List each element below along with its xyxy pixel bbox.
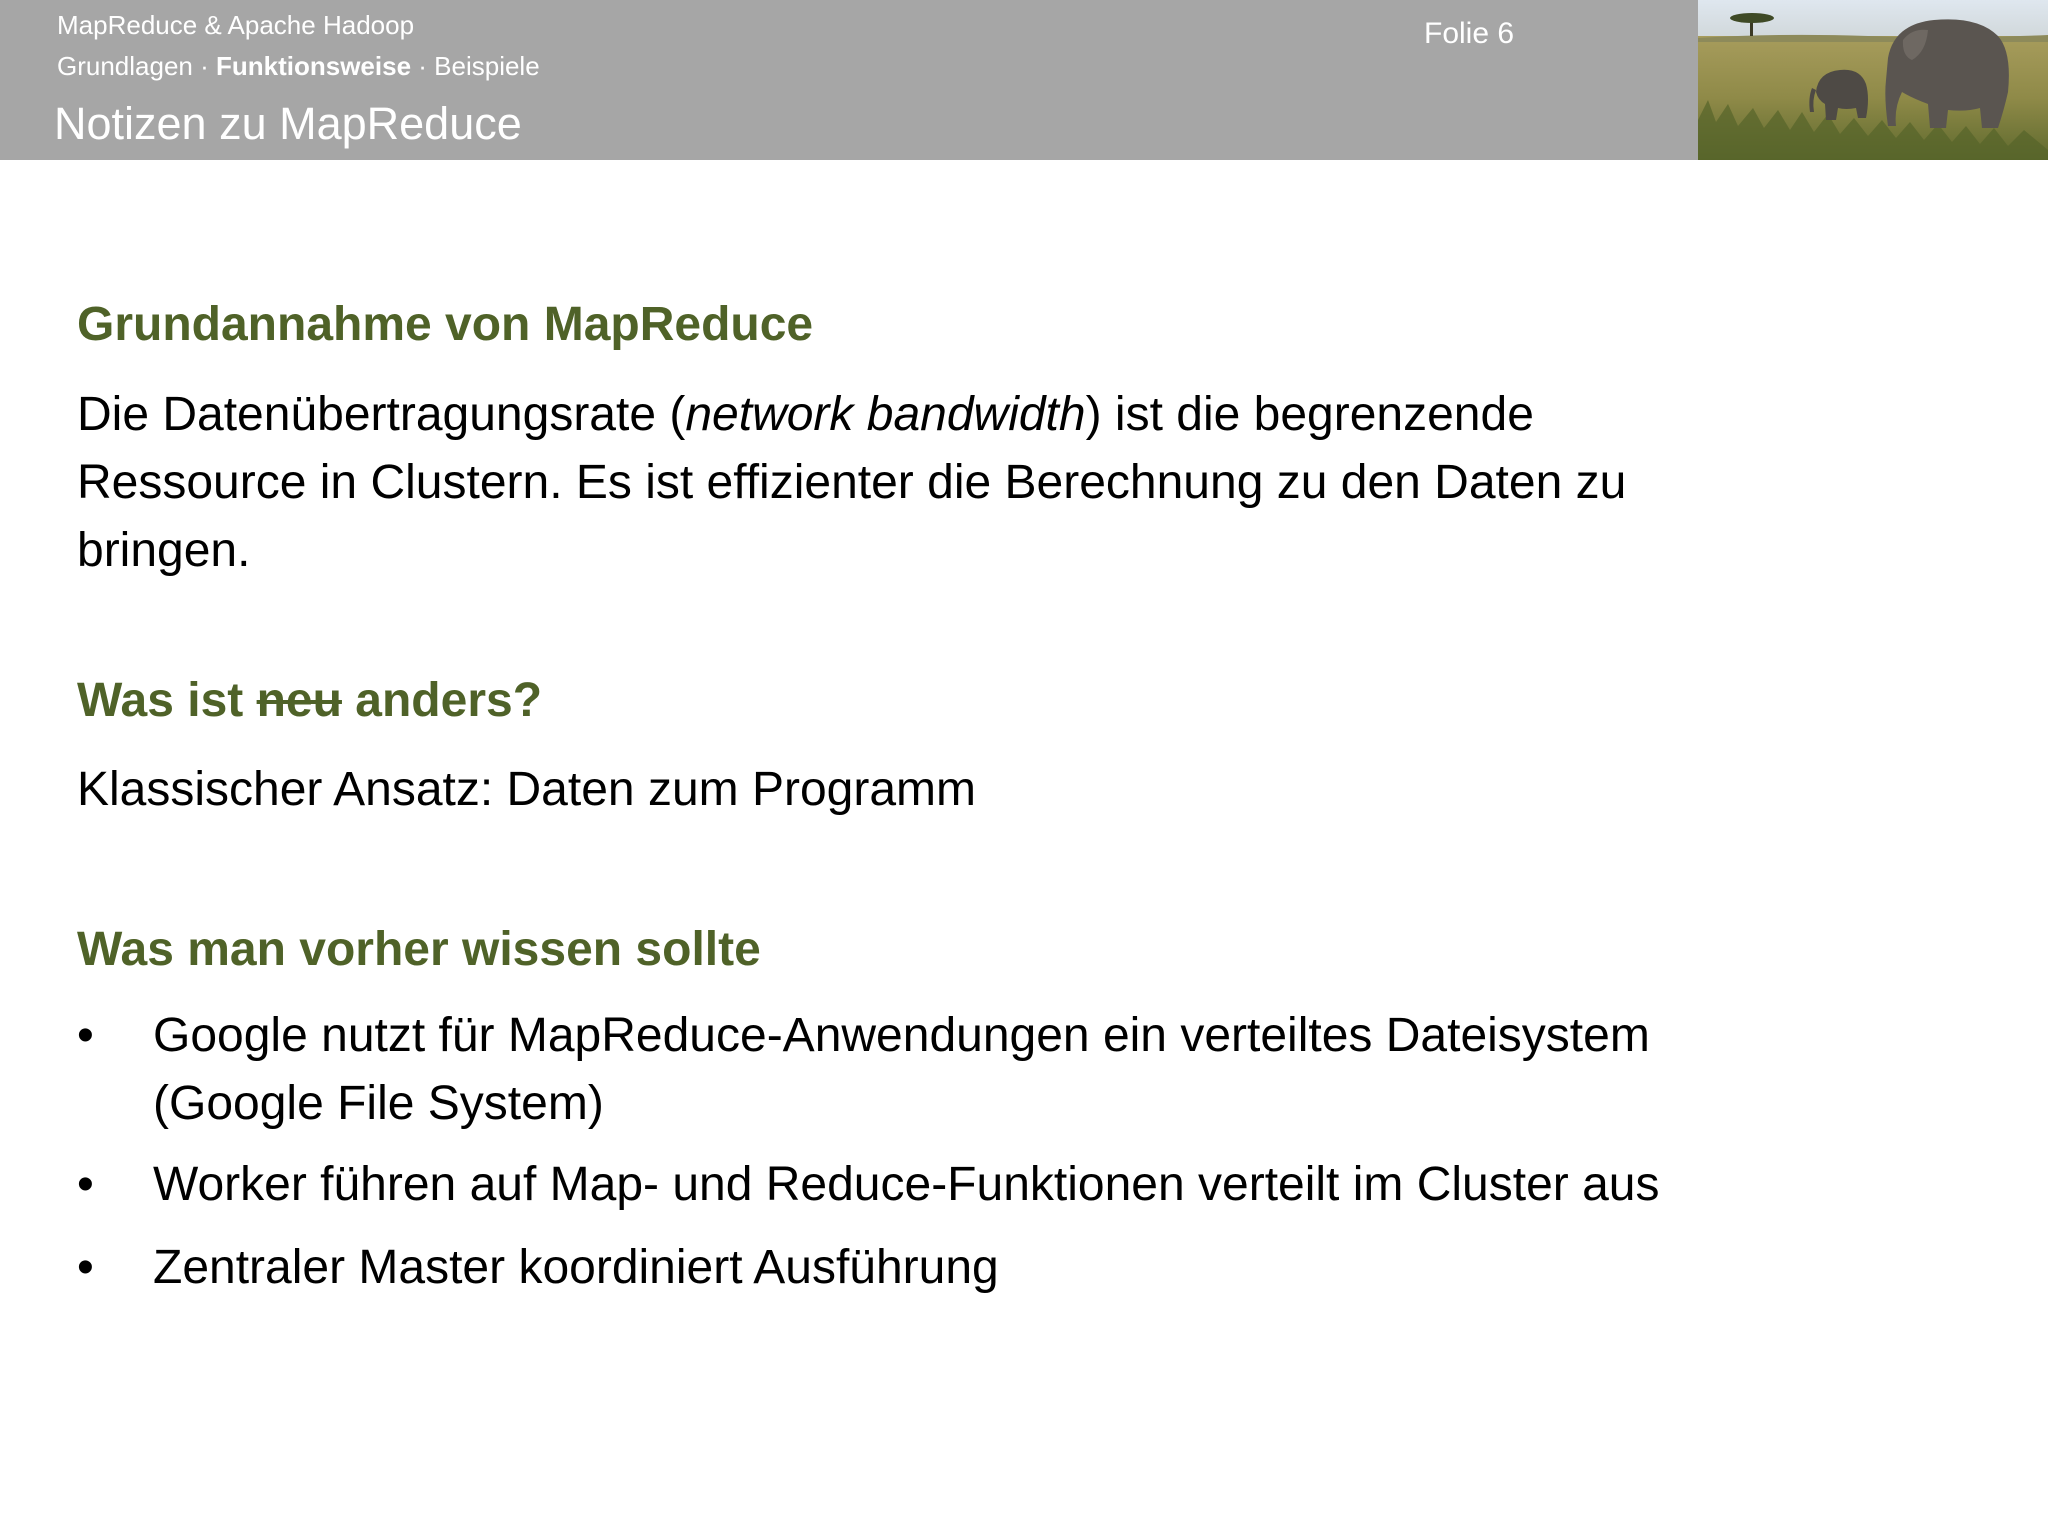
text-segment: ) ist die begrenzende (1085, 388, 1534, 441)
list-item-line: Zentraler Master koordiniert Ausführung (153, 1241, 999, 1294)
list-item-text (153, 1151, 1873, 1219)
course-title: MapReduce & Apache Hadoop (57, 10, 415, 40)
bullet-icon: • (77, 1009, 94, 1062)
paragraph-klassischer-ansatz: Klassischer Ansatz: Daten zum Programm (77, 763, 976, 816)
breadcrumb-separator: · (192, 51, 216, 81)
slide-header (0, 0, 2048, 160)
list-item-text (153, 1234, 1873, 1302)
heading-grundannahme: Grundannahme von MapReduce (77, 298, 814, 351)
heading-part: anders? (341, 674, 543, 727)
paragraph-grundannahme (77, 381, 1797, 585)
paragraph-line (77, 381, 1797, 449)
paragraph-line: Ressource in Clustern. Es ist effizienter die Berechnung zu den Daten zu (77, 456, 1627, 509)
breadcrumb-item-funktionsweise: Funktionsweise (216, 51, 412, 81)
breadcrumb-item-beispiele: Beispiele (434, 51, 540, 81)
breadcrumb (57, 51, 540, 82)
heading-was-ist-anders (77, 673, 542, 728)
text-segment: Die Datenübertragungsrate ( (77, 388, 686, 441)
bullet-icon: • (77, 1241, 94, 1294)
term-network-bandwidth: network bandwidth (685, 388, 1086, 441)
list-item-line: Google nutzt für MapReduce-Anwendungen ein verteiltes Dateisystem (153, 1009, 1650, 1062)
list-item-line: Worker führen auf Map- und Reduce-Funktionen verteilt im Cluster aus (153, 1158, 1660, 1211)
slide-title: Notizen zu MapReduce (54, 98, 522, 149)
list-item-line: (Google File System) (153, 1077, 604, 1130)
heading-vorwissen: Was man vorher wissen sollte (77, 923, 761, 976)
breadcrumb-item-grundlagen: Grundlagen (57, 51, 193, 81)
paragraph-line: bringen. (77, 524, 251, 577)
breadcrumb-separator: · (411, 51, 435, 81)
heading-part: Was ist (77, 674, 257, 727)
bullet-icon: • (77, 1158, 94, 1211)
slide-number: Folie 6 (1424, 17, 1515, 50)
struck-word: neu (256, 674, 342, 727)
list-item-text (153, 1002, 1873, 1138)
elephants-savanna-photo (1698, 0, 2048, 160)
